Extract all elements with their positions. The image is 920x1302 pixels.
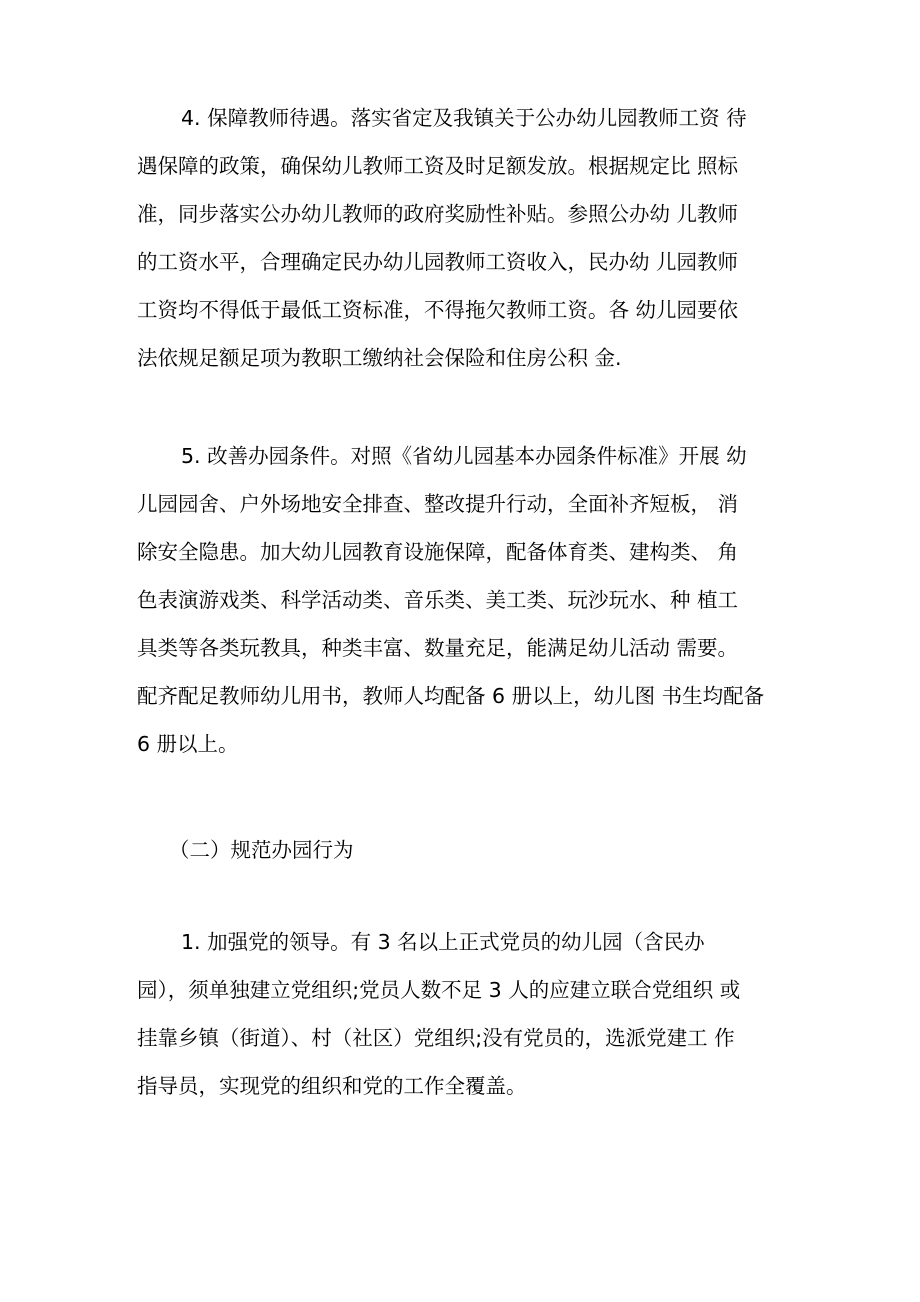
text-line: 色表演游戏类、科学活动类、音乐类、美工类、玩沙玩水、种 植工 <box>137 588 739 612</box>
text-line: 工资均不得低于最低工资标准，不得拖欠教师工资。各 幼儿园要依 <box>137 298 739 322</box>
heading-standardize-operation: （二）规范办园行为 <box>169 838 354 862</box>
text-line: 儿园园舍、户外场地安全排查、整改提升行动，全面补齐短板， 消 <box>137 492 739 516</box>
paragraph-teacher-pay <box>137 94 801 382</box>
text-line: 6 册以上。 <box>137 732 239 756</box>
text-line: 的工资水平，合理确定民办幼儿园教师工资收入，民办幼 儿园教师 <box>137 250 739 274</box>
text-line: 配齐配足教师幼儿用书，教师人均配备 6 册以上，幼儿图 书生均配备 <box>137 684 765 708</box>
section-heading <box>137 826 801 874</box>
text-line: 1. 加强党的领导。有 3 名以上正式党员的幼儿园（含民办 <box>181 930 705 954</box>
text-line: 园），须单独建立党组织;党员人数不足 3 人的应建立联合党组织 或 <box>137 978 741 1002</box>
text-line: 具类等各类玩教具，种类丰富、数量充足，能满足幼儿活动 需要。 <box>137 636 739 660</box>
text-line: 指导员，实现党的组织和党的工作全覆盖。 <box>137 1074 527 1098</box>
text-line: 准，同步落实公办幼儿教师的政府奖励性补贴。参照公办幼 儿教师 <box>137 202 739 226</box>
text-line: 5. 改善办园条件。对照《省幼儿园基本办园条件标准》开展 幼 <box>181 444 747 468</box>
text-line: 4. 保障教师待遇。落实省定及我镇关于公办幼儿园教师工资 待 <box>181 106 747 130</box>
paragraph-party-leadership <box>137 918 801 1110</box>
text-line: 法依规足额足项为教职工缴纳社会保险和住房公积 金. <box>137 346 622 370</box>
text-line: 遇保障的政策，确保幼儿教师工资及时足额发放。根据规定比 照标 <box>137 154 739 178</box>
text-line: 除安全隐患。加大幼儿园教育设施保障，配备体育类、建构类、 角 <box>137 540 739 564</box>
paragraph-facility-conditions <box>137 432 801 768</box>
text-line: 挂靠乡镇（街道）、村（社区）党组织;没有党员的，选派党建工 作 <box>137 1026 735 1050</box>
